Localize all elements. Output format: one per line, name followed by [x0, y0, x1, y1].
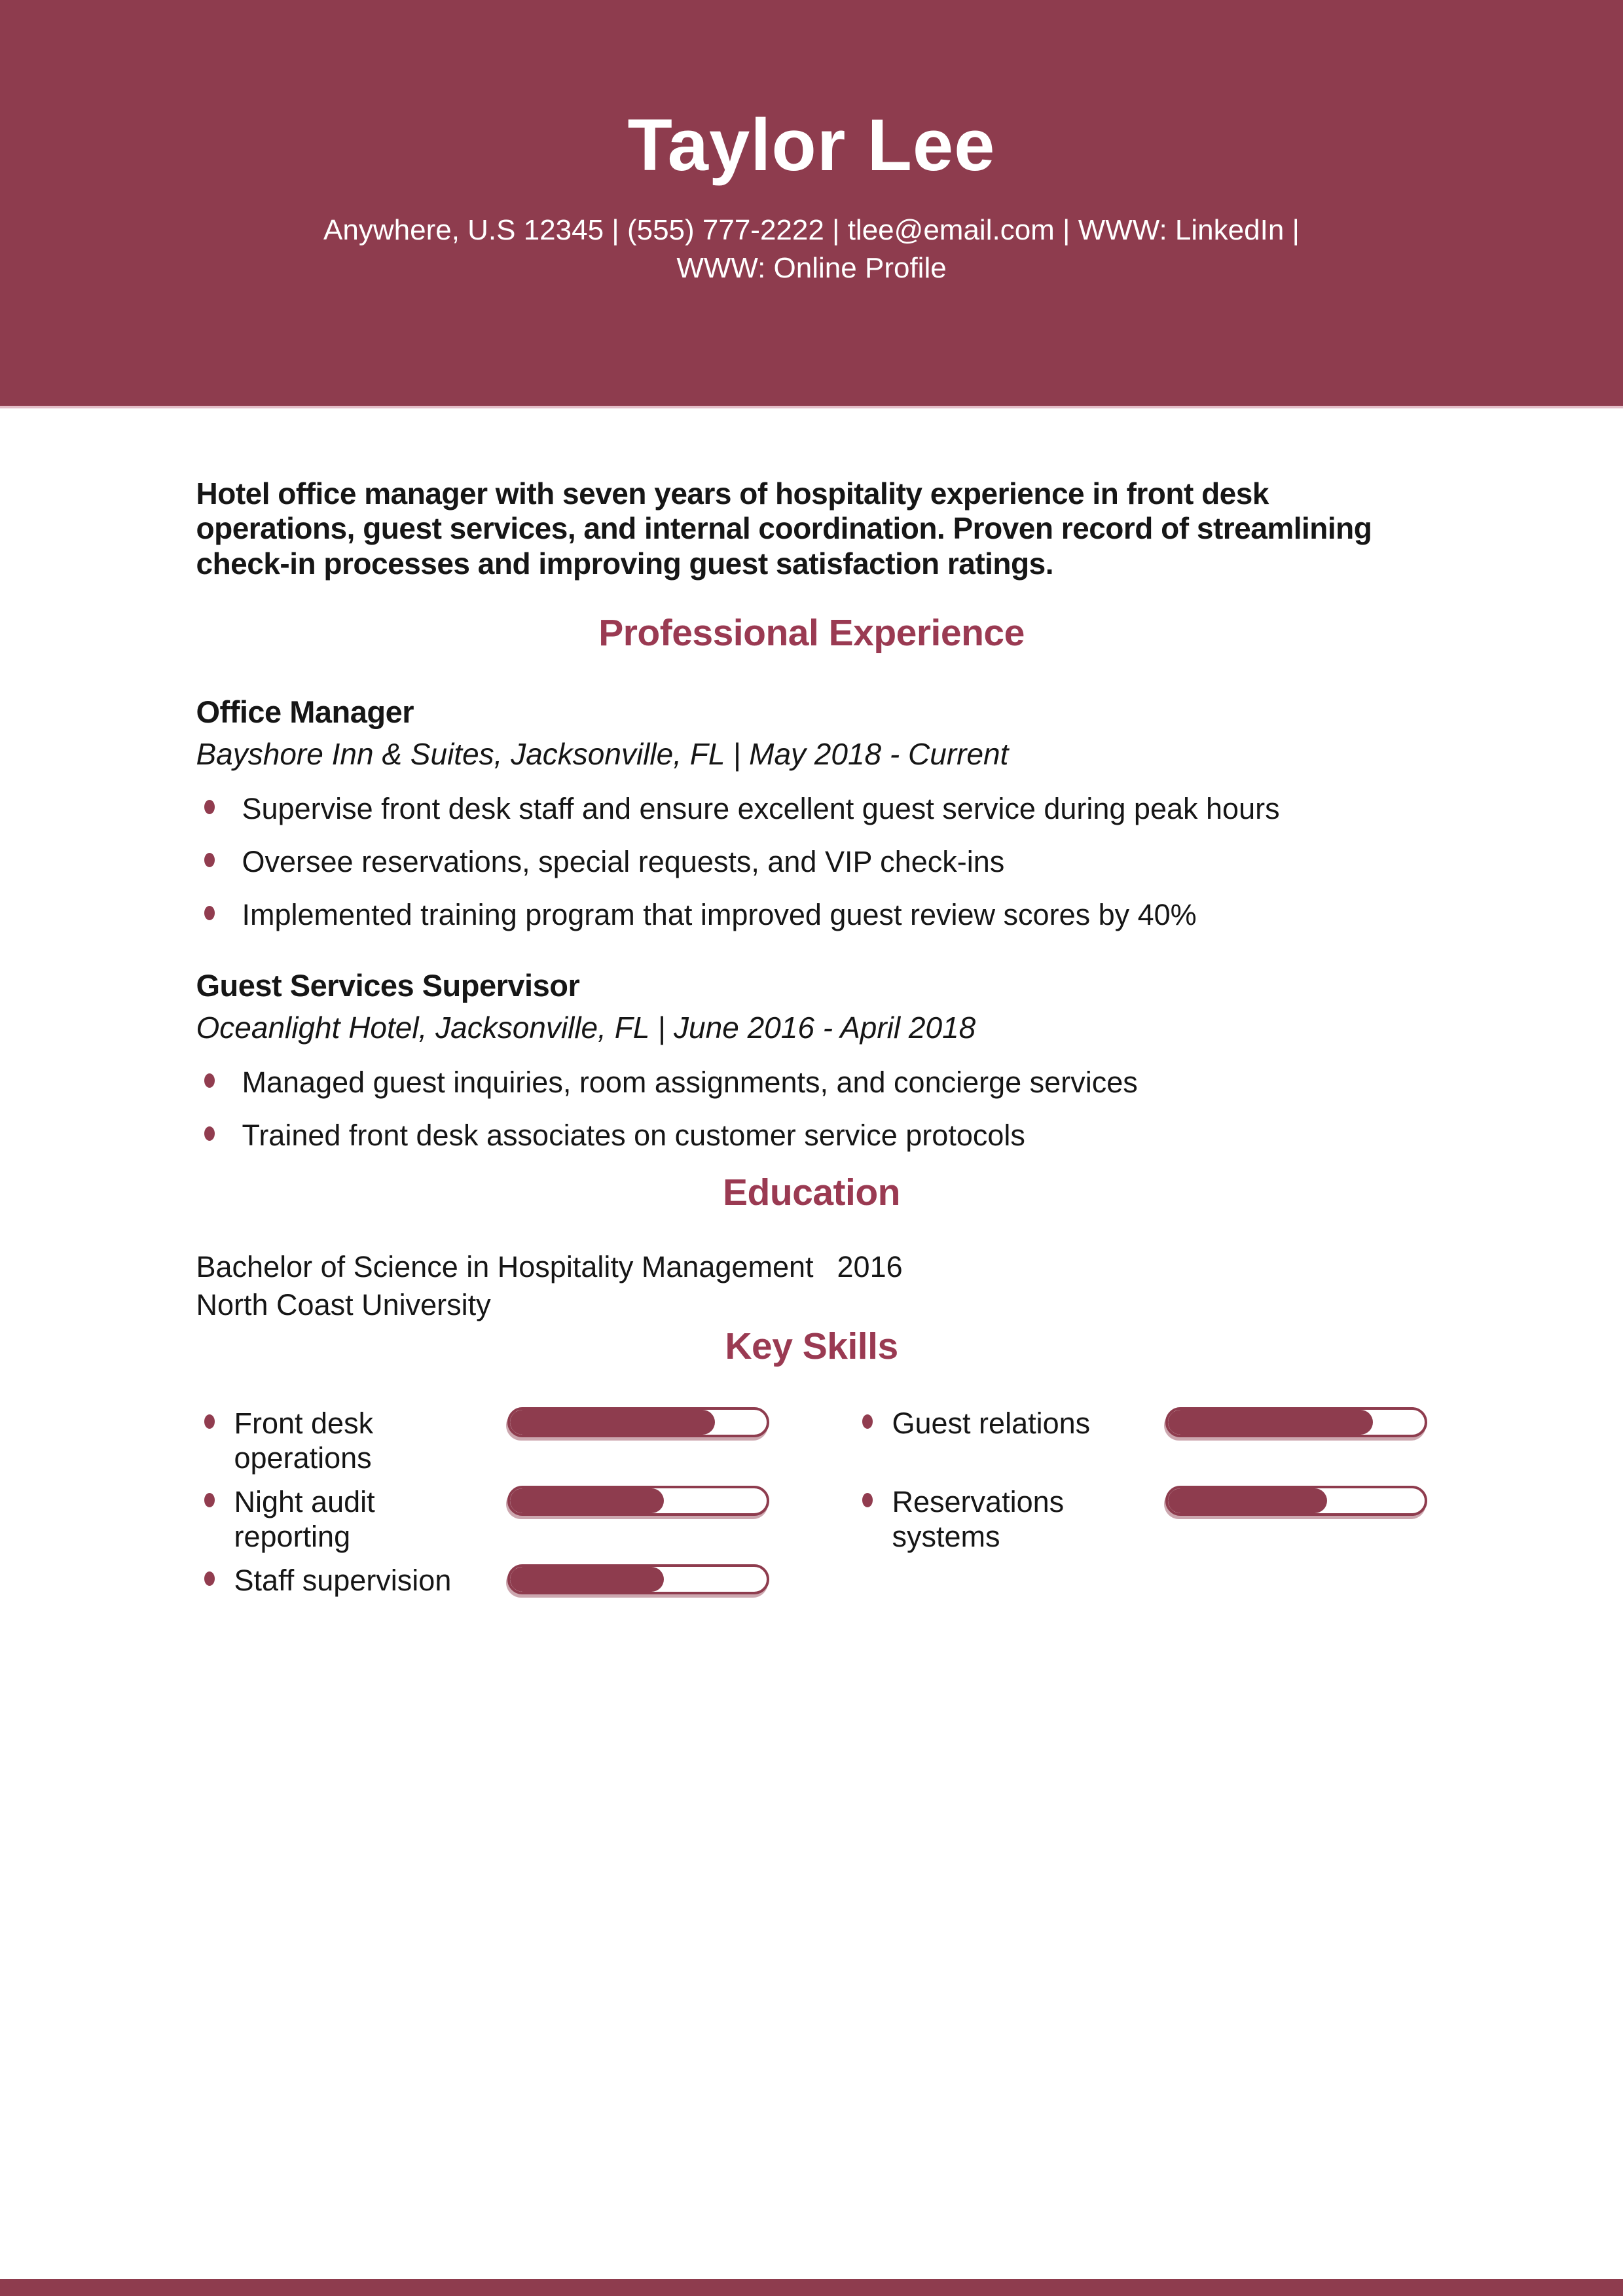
- bullet-text: Trained front desk associates on customer service protocols: [242, 1118, 1025, 1152]
- bullet-text: Implemented training program that improved guest review scores by 40%: [242, 897, 1197, 931]
- contact-info: [0, 211, 1623, 287]
- summary-paragraph: Hotel office manager with seven years of hospitality experience in front desk operations, guest services, and internal coordination. Proven record of streamlining check-in processes and improving guest satisfaction ratings.: [196, 476, 1372, 581]
- bullet-item: [196, 1065, 1427, 1101]
- section-title-skills: Key Skills: [725, 1325, 898, 1367]
- skill-row: [196, 1563, 769, 1636]
- skill-progress-fill: [510, 1567, 664, 1592]
- section-title-experience: Professional Experience: [598, 612, 1025, 655]
- skill-progress-bar: [507, 1407, 769, 1437]
- education-degree: Bachelor of Science in Hospitality Management: [196, 1249, 814, 1283]
- skill-label: Night audit reporting: [234, 1484, 375, 1553]
- job-meta: Oceanlight Hotel, Jacksonville, FL | June 2016 - April 2018: [196, 1010, 976, 1045]
- bullet-text: Oversee reservations, special requests, and VIP check-ins: [242, 844, 1005, 878]
- skill-label: Guest relations: [892, 1406, 1091, 1440]
- skill-label: Staff supervision: [234, 1563, 452, 1597]
- content-column: [196, 476, 1427, 1636]
- skill-row: [196, 1484, 769, 1558]
- bullet-item: [196, 791, 1427, 827]
- bullet-text: Managed guest inquiries, room assignments, and concierge services: [242, 1065, 1138, 1099]
- skill-row: [854, 1406, 1427, 1479]
- header-banner: [0, 0, 1623, 408]
- bullet-dot-icon: [204, 1414, 215, 1429]
- contact-line-1: Anywhere, U.S 12345 | (555) 777-2222 | tlee@email.com | WWW: LinkedIn |: [323, 213, 1300, 246]
- job-entry: [196, 694, 1427, 933]
- job-meta: Bayshore Inn & Suites, Jacksonville, FL | May 2018 - Current: [196, 737, 1009, 772]
- skills-grid: [196, 1406, 1427, 1636]
- bullet-dot-icon: [862, 1493, 873, 1507]
- footer-accent-bar: [0, 2279, 1623, 2296]
- bullet-dot-icon: [204, 853, 215, 867]
- skill-progress-bar: [1165, 1486, 1427, 1516]
- bullet-text: Supervise front desk staff and ensure excellent guest service during peak hours: [242, 792, 1280, 826]
- job-bullet-list: [196, 1065, 1427, 1154]
- bullet-dot-icon: [204, 800, 215, 814]
- skill-progress-fill: [1168, 1488, 1327, 1513]
- bullet-item: [196, 897, 1427, 933]
- section-title-education: Education: [722, 1171, 900, 1213]
- skill-label: Reservations systems: [892, 1484, 1065, 1553]
- job-bullet-list: [196, 791, 1427, 933]
- skill-progress-bar: [507, 1564, 769, 1594]
- job-role: Guest Services Supervisor: [196, 967, 580, 1003]
- bullet-dot-icon: [862, 1414, 873, 1429]
- contact-line-2: WWW: Online Profile: [676, 251, 947, 284]
- bullet-dot-icon: [204, 1571, 215, 1586]
- bullet-dot-icon: [204, 1073, 215, 1088]
- bullet-dot-icon: [204, 1126, 215, 1141]
- education-entry: [196, 1248, 1427, 1325]
- bullet-dot-icon: [204, 906, 215, 920]
- job-role: Office Manager: [196, 694, 414, 730]
- skill-row: [854, 1484, 1427, 1558]
- skill-progress-fill: [1168, 1410, 1374, 1435]
- bullet-dot-icon: [204, 1493, 215, 1507]
- job-entry: [196, 967, 1427, 1154]
- education-year: 2016: [837, 1249, 903, 1283]
- skill-row: [196, 1406, 769, 1479]
- skill-label: Front desk operations: [234, 1406, 374, 1475]
- skill-progress-bar: [507, 1486, 769, 1516]
- skill-progress-fill: [510, 1488, 664, 1513]
- education-degree-row: [196, 1248, 1427, 1287]
- bullet-item: [196, 1118, 1427, 1154]
- education-school: North Coast University: [196, 1288, 491, 1322]
- skill-progress-bar: [1165, 1407, 1427, 1437]
- skill-progress-fill: [510, 1410, 716, 1435]
- person-name: Taylor Lee: [627, 104, 996, 186]
- bullet-item: [196, 844, 1427, 880]
